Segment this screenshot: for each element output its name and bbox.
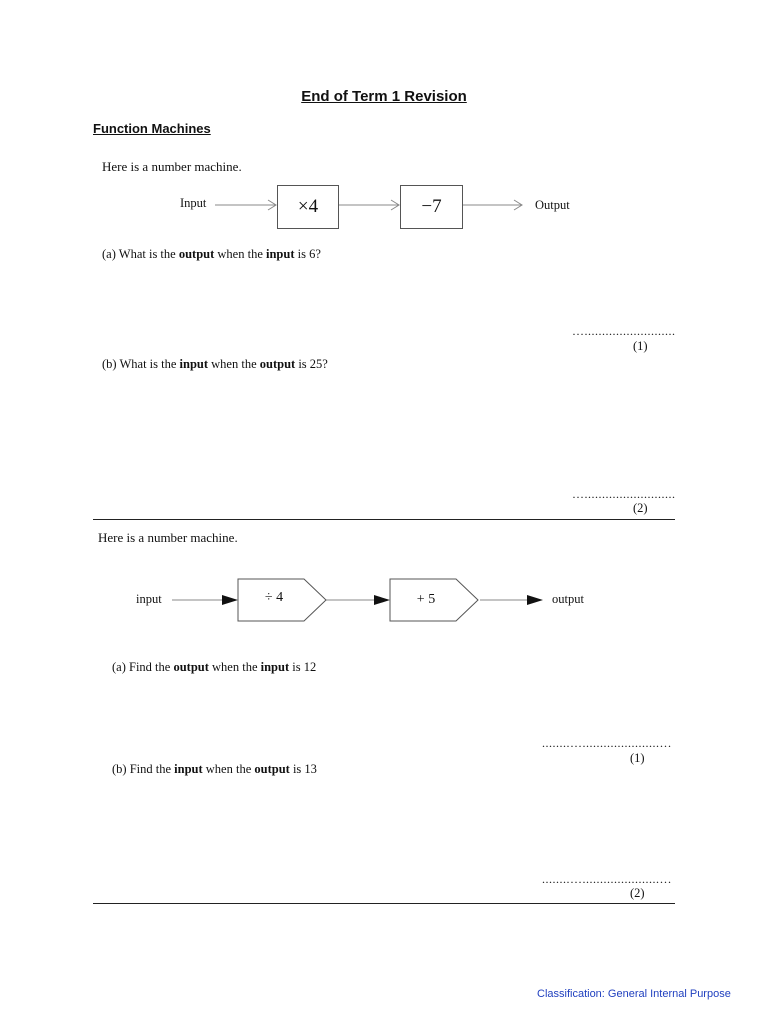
machine2-divide-box: ÷ 4 <box>264 590 284 605</box>
machine1-arrows <box>0 0 768 260</box>
machine1-marks-b: (2) <box>633 501 648 515</box>
machine2-marks-a: (1) <box>630 751 645 765</box>
machine2-question-a: (a) Find the output when the input is 12 <box>112 660 317 674</box>
machine1-output-label: Output <box>535 198 570 212</box>
machine1-answer-line-a: ….......................... <box>572 324 676 338</box>
machine1-multiply-box: ×4 <box>277 185 339 229</box>
machine2-answer-line-b: ........…......................… <box>542 872 672 886</box>
machine1-answer-line-b: ….......................... <box>572 487 676 501</box>
machine1-input-label: Input <box>180 196 207 210</box>
machine2-output-label: output <box>552 592 584 606</box>
section-divider <box>93 519 675 520</box>
machine1-subtract-box: −7 <box>400 185 463 229</box>
classification-label: Classification: General Internal Purpose <box>537 988 731 1000</box>
machine2-answer-line-a: ........…......................… <box>542 736 672 750</box>
machine1-question-b: (b) What is the input when the output is 25? <box>102 357 328 371</box>
machine1-intro: Here is a number machine. <box>102 159 242 174</box>
page-title: End of Term 1 Revision <box>301 88 467 105</box>
machine2-add-box: + 5 <box>416 592 436 607</box>
machine2-diagram <box>0 560 768 640</box>
machine2-question-b: (b) Find the input when the output is 13 <box>112 762 317 776</box>
machine1-question-a: (a) What is the output when the input is 6? <box>102 247 321 261</box>
machine2-marks-b: (2) <box>630 886 645 900</box>
section-heading: Function Machines <box>93 121 211 136</box>
machine2-input-label: input <box>136 592 162 606</box>
machine2-intro: Here is a number machine. <box>98 530 238 545</box>
bottom-divider <box>93 903 675 904</box>
machine1-marks-a: (1) <box>633 339 648 353</box>
